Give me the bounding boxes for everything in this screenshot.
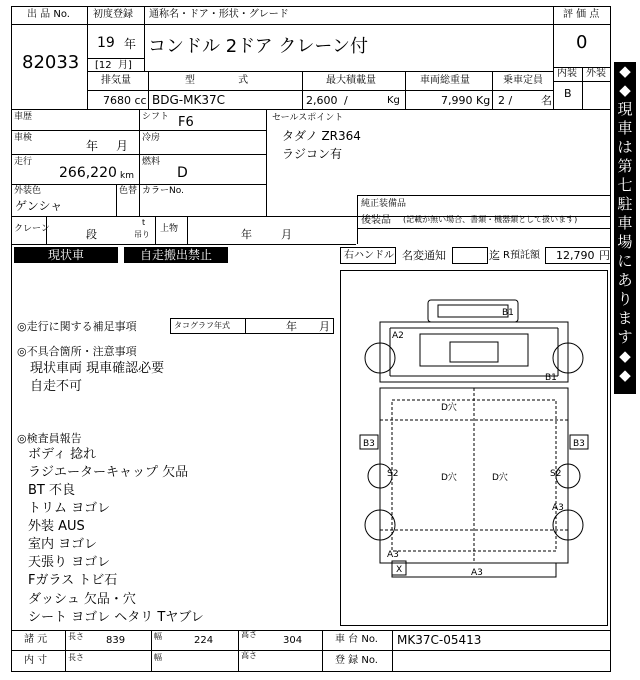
chassis-value: MK37C-05413 <box>397 633 482 647</box>
mileage-value: 266,220 <box>59 165 117 181</box>
ext-color-value: ゲンシャ <box>15 199 63 213</box>
lot-no-label: 出 品 No. <box>27 9 70 20</box>
steering-value: 右ハンドル <box>344 250 394 261</box>
mark-s2-right: S2 <box>550 469 562 479</box>
color-no-label: カラーNo. <box>142 186 184 196</box>
inner-dims-label: 内 寸 <box>24 655 48 666</box>
registration-month: [12 月] <box>95 60 132 71</box>
car-name: コンドル 2ドア クレーン付 <box>148 36 368 57</box>
model-value: BDG-MK37C <box>152 93 225 107</box>
fuel-label: 燃料 <box>142 157 161 167</box>
chassis-label: 車 台 No. <box>335 634 378 645</box>
ext-color-label: 外装色 <box>14 186 42 196</box>
mileage-unit: km <box>120 171 134 181</box>
mileage-label: 走行 <box>14 157 33 167</box>
inner-length-label: 長さ <box>68 653 84 662</box>
name-change-label: 名変通知 <box>402 249 446 262</box>
aftermarket-note: (記載が無い場合、書類・機器類として扱います) <box>403 215 578 224</box>
height-value: 304 <box>283 635 303 646</box>
crane-hang-unit: 吊り <box>134 230 150 239</box>
max-load-label: 最大積載量 <box>326 75 376 86</box>
ac-label: 冷房 <box>142 133 161 143</box>
shaken-label: 車検 <box>14 133 33 143</box>
upper-month-unit: 月 <box>281 228 292 241</box>
sales-point-line-2: ラジコン有 <box>282 147 343 161</box>
mark-d-hole-1: D穴 <box>441 403 457 413</box>
shaken-month-unit: 月 <box>116 139 129 153</box>
model-type-label: 型 式 <box>185 75 249 86</box>
supplement-title: ◎走行に関する補足事項 <box>17 320 137 333</box>
yen-unit: 円 <box>599 249 610 262</box>
upper-structure-label: 上物 <box>160 224 179 234</box>
mark-s2-left: S2 <box>387 469 399 479</box>
shaken-year-unit: 年 <box>86 139 99 153</box>
shift-value: F6 <box>178 115 194 130</box>
crane-t-unit: t <box>142 218 146 227</box>
model-grade-label: 通称名・ドア・形状・グレード <box>149 9 289 20</box>
length-value: 839 <box>106 635 126 646</box>
capacity-unit: 名 <box>541 94 552 107</box>
lot-number: 82033 <box>22 52 80 73</box>
inspector-line-1: ボディ 捻れ <box>28 447 97 462</box>
inspector-line-6: 室内 ヨゴレ <box>28 537 98 552</box>
crane-label: クレーン <box>14 224 50 234</box>
vehicle-damage-diagram <box>340 270 608 626</box>
tacho-year-unit: 年 <box>286 320 297 333</box>
inspector-title: ◎検査員報告 <box>17 432 82 445</box>
expiry-label: 迄 <box>489 249 500 262</box>
inspector-line-8: Fガラス トビ石 <box>28 573 118 588</box>
shift-label: シフト <box>142 112 170 122</box>
exterior-label: 外装 <box>586 68 606 79</box>
recycle-amount: 12,790 <box>556 249 595 262</box>
width-value: 224 <box>194 635 214 646</box>
name-change-box <box>452 247 488 264</box>
recycle-label: R預託額 <box>503 250 540 261</box>
history-label: 車歴 <box>14 112 33 122</box>
mark-b1-right: B1 <box>545 373 557 383</box>
sales-point-label: セールスポイント <box>272 113 344 123</box>
inspector-line-2: ラジエーターキャップ 欠品 <box>28 465 189 480</box>
interior-grade: B <box>564 87 572 100</box>
mark-a3-rear: A3 <box>471 568 483 578</box>
inspector-line-3: BT 不良 <box>28 483 75 498</box>
tachograph-label: タコグラフ年式 <box>174 321 230 330</box>
gross-weight-value: 7,990 Kg <box>441 94 491 107</box>
capacity-label: 乗車定員 <box>503 75 543 86</box>
defect-line-2: 自走不可 <box>30 379 83 394</box>
score-value: 0 <box>576 32 588 53</box>
gross-weight-label: 車両総重量 <box>420 75 470 86</box>
mark-b1-front: B1 <box>502 308 514 318</box>
inspector-line-9: ダッシュ 欠品・穴 <box>28 592 136 607</box>
parking-location-banner: ◆ ◆ 現 車 は 第 七 駐 車 場 に あ り ま す ◆ ◆ <box>614 62 636 394</box>
genjousha-badge: 現状車 <box>14 247 118 263</box>
height-label: 高さ <box>241 630 257 639</box>
defect-line-1: 現状車両 現車確認必要 <box>30 361 165 376</box>
tacho-month-unit: 月 <box>319 320 330 333</box>
reg-no-label: 登 録 No. <box>335 655 378 666</box>
self-drive-ban-badge: 自走搬出禁止 <box>124 247 228 263</box>
inner-height-label: 高さ <box>241 651 257 660</box>
score-label: 評 価 点 <box>563 9 600 20</box>
max-load-slash: / <box>344 94 348 107</box>
interior-label: 内装 <box>557 68 577 79</box>
inner-width-label: 幅 <box>154 653 162 662</box>
mark-a2: A2 <box>392 331 404 341</box>
mark-d-hole-3: D穴 <box>492 473 508 483</box>
length-label: 長さ <box>68 632 84 641</box>
inspector-line-5: 外装 AUS <box>28 519 85 534</box>
mark-a3-right: A3 <box>552 503 564 513</box>
fuel-value: D <box>177 165 188 181</box>
defect-title: ◎不具合箇所・注意事項 <box>17 345 137 358</box>
mark-b3-right: B3 <box>573 439 585 449</box>
genuine-equipment-label: 純正装備品 <box>361 199 407 209</box>
crane-step-unit: 段 <box>86 228 97 241</box>
mark-b3-left: B3 <box>363 439 375 449</box>
capacity-value: 2 / <box>498 94 513 107</box>
upper-year-unit: 年 <box>241 228 252 241</box>
inspector-line-4: トリム ヨゴレ <box>28 501 111 516</box>
color-change-label: 色替 <box>119 186 138 196</box>
mark-a3-left: A3 <box>387 550 399 560</box>
max-load-value: 2,600 <box>306 94 338 107</box>
displacement-value: 7680 cc <box>103 94 147 107</box>
width-label: 幅 <box>154 632 162 641</box>
aftermarket-label: 後装品 <box>361 215 391 226</box>
dims-label: 諸 元 <box>24 634 48 645</box>
displacement-label: 排気量 <box>101 75 131 86</box>
mark-d-hole-2: D穴 <box>441 473 457 483</box>
inspector-line-7: 天張り ヨゴレ <box>28 555 111 570</box>
max-load-unit: Kg <box>387 95 400 106</box>
sales-point-line-1: タダノ ZR364 <box>282 129 361 143</box>
mark-x: X <box>396 565 403 575</box>
year-unit: 年 <box>124 37 137 51</box>
first-registration-label: 初度登録 <box>93 9 133 20</box>
registration-year: 19 <box>97 35 115 51</box>
inspector-line-10: シート ヨゴレ ヘタリ Tヤブレ <box>28 610 204 625</box>
